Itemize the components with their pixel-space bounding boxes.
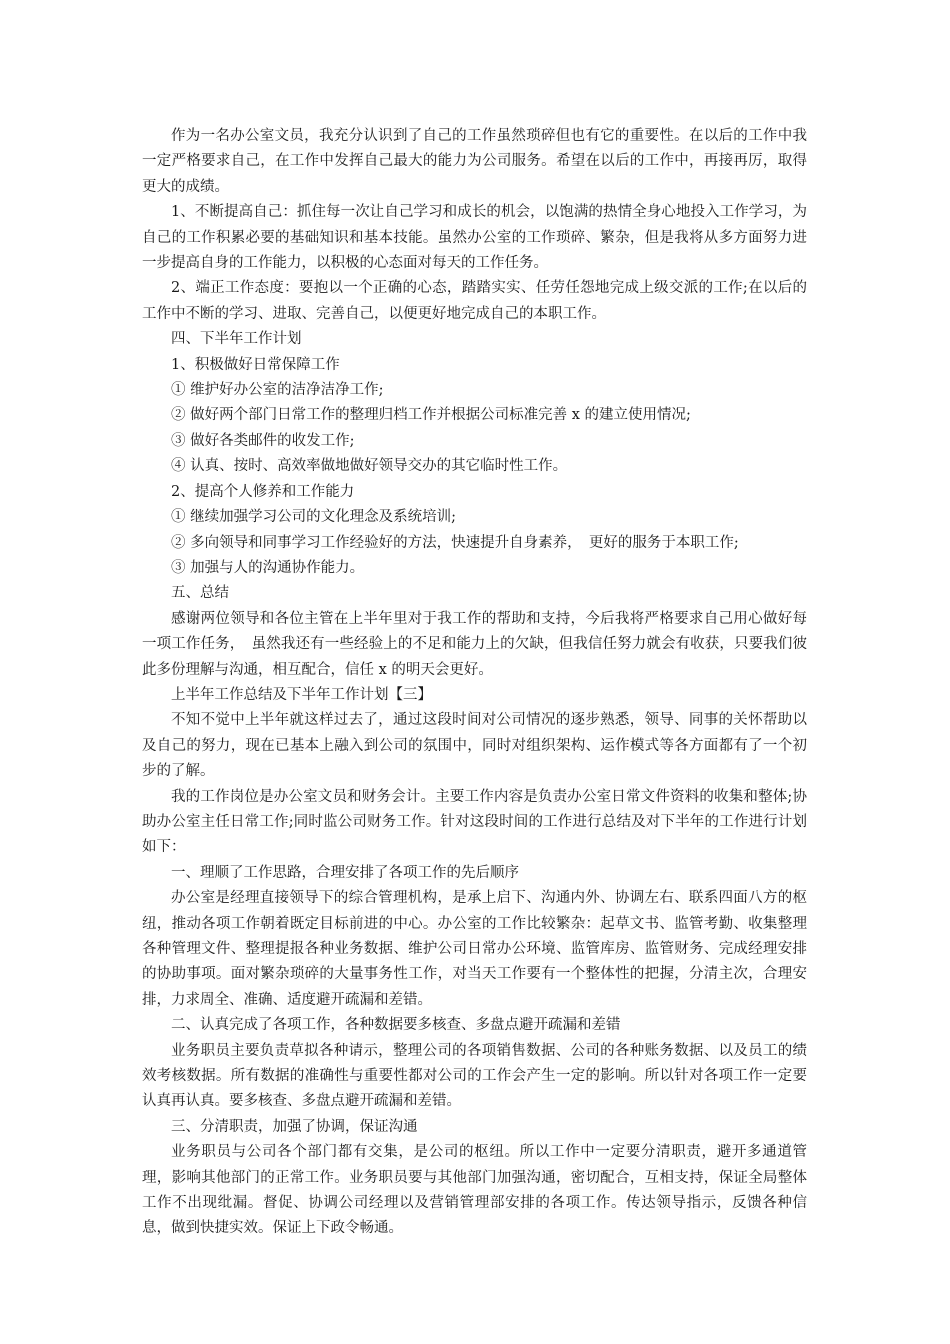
list-item: ② 做好两个部门日常工作的整理归档工作并根据公司标准完善 x 的建立使用情况; — [171, 407, 691, 424]
paragraph-intro: 作为一名办公室文员，我充分认识到了自己的工作虽然琐碎但也有它的重要性。在以后的工作中我一定严格要求自己，在工作中发挥自己最大的能力为公司服务。希望在以后的工作中，再接再厉，取得更大的成绩。 — [142, 128, 807, 195]
paragraph-thanks: 感谢两位领导和各位主管在上半年里对于我工作的帮助和支持，今后我将严格要求自己用心做好每一项工作任务， 虽然我还有一些经验上的不足和能力上的欠缺，但我信任努力就会有收获，只要我们彼此多份理解与沟通，相互配合，信任 x 的明天会更好。 — [142, 610, 807, 678]
list-item: ③ 加强与人的沟通协作能力。 — [171, 559, 365, 576]
paragraph-job-description: 我的工作岗位是办公室文员和财务会计。主要工作内容是负责办公室日常文件资料的收集和整体;协助办公室主任日常工作;同时监公司财务工作。针对这段时间的工作进行总结及对下半年的工作进行计划如下： — [142, 788, 807, 856]
paragraph-first-half-review: 不知不觉中上半年就这样过去了，通过这段时间对公司情况的逐步熟悉，领导、同事的关怀帮助以及自己的努力，现在已基本上融入到公司的氛围中，同时对组织架构、运作模式等各方面都有了一个初步的了解。 — [142, 712, 807, 780]
subheading-personal-growth: 2、提高个人修养和工作能力 — [171, 483, 355, 500]
section-heading-plan: 四、下半年工作计划 — [171, 331, 302, 348]
paragraph-staff-duties: 业务职员主要负责草拟各种请示，整理公司的各项销售数据、公司的各种账务数据、以及员工的绩效考核数据。所有数据的准确性与重要性都对公司的工作会产生一定的影响。所以针对各项工作一定要认真再认真。要多核查、多盘点避开疏漏和差错。 — [142, 1042, 807, 1110]
section-heading-data-check: 二、认真完成了各项工作，各种数据要多核查、多盘点避开疏漏和差错 — [171, 1017, 621, 1034]
paragraph-item-work-attitude: 2、端正工作态度：要抱以一个正确的心态，踏踏实实、任劳任怨地完成上级交派的工作;在以后的工作中不断的学习、进取、完善自己，以便更好地完成自己的本职工作。 — [142, 280, 807, 322]
section-heading-work-order: 一、理顺了工作思路，合理安排了各项工作的先后顺序 — [171, 864, 519, 881]
section-heading-summary: 五、总结 — [171, 585, 229, 602]
list-item: ② 多向领导和同事学习工作经验好的方法，快速提升自身素养， 更好的服务于本职工作; — [171, 534, 739, 551]
list-item: ① 维护好办公室的洁净洁净工作; — [171, 382, 384, 399]
list-item: ③ 做好各类邮件的收发工作; — [171, 432, 355, 449]
paragraph-item-improve-self: 1、不断提高自己：抓住每一次让自己学习和成长的机会，以饱满的热情全身心地投入工作学习，为自己的工作积累必要的基础知识和基本技能。虽然办公室的工作琐碎、繁杂，但是我将从多方面努力进一步提高自身的工作能力，以积极的心态面对每天的工作任务。 — [142, 204, 807, 272]
document-body — [142, 124, 807, 1242]
subheading-daily-support: 1、积极做好日常保障工作 — [171, 356, 340, 373]
article-title-part-three: 上半年工作总结及下半年工作计划【三】 — [171, 686, 432, 703]
list-item: ① 继续加强学习公司的文化理念及系统培训; — [171, 509, 456, 526]
section-heading-coordination: 三、分清职责，加强了协调，保证沟通 — [171, 1118, 418, 1135]
list-item: ④ 认真、按时、高效率做地做好领导交办的其它临时性工作。 — [171, 458, 568, 475]
paragraph-communication: 业务职员与公司各个部门都有交集，是公司的枢纽。所以工作中一定要分清职责，避开多通道管理，影响其他部门的正常工作。业务职员要与其他部门加强沟通，密切配合，互相支持，保证全局整体工作不出现纰漏。督促、协调公司经理以及营销管理部安排的各项工作。传达领导指示，反馈各种信息，做到快捷实效。保证上下政令畅通。 — [142, 1144, 807, 1237]
paragraph-office-role: 办公室是经理直接领导下的综合管理机构，是承上启下、沟通内外、协调左右、联系四面八方的枢纽，推动各项工作朝着既定目标前进的中心。办公室的工作比较繁杂：起草文书、监管考勤、收集整理各种管理文件、整理提报各种业务数据、维护公司日常办公环境、监管库房、监管财务、完成经理安排的协助事项。面对繁杂琐碎的大量事务性工作，对当天工作要有一个整体性的把握，分清主次，合理安排，力求周全、准确、适度避开疏漏和差错。 — [142, 890, 807, 1008]
